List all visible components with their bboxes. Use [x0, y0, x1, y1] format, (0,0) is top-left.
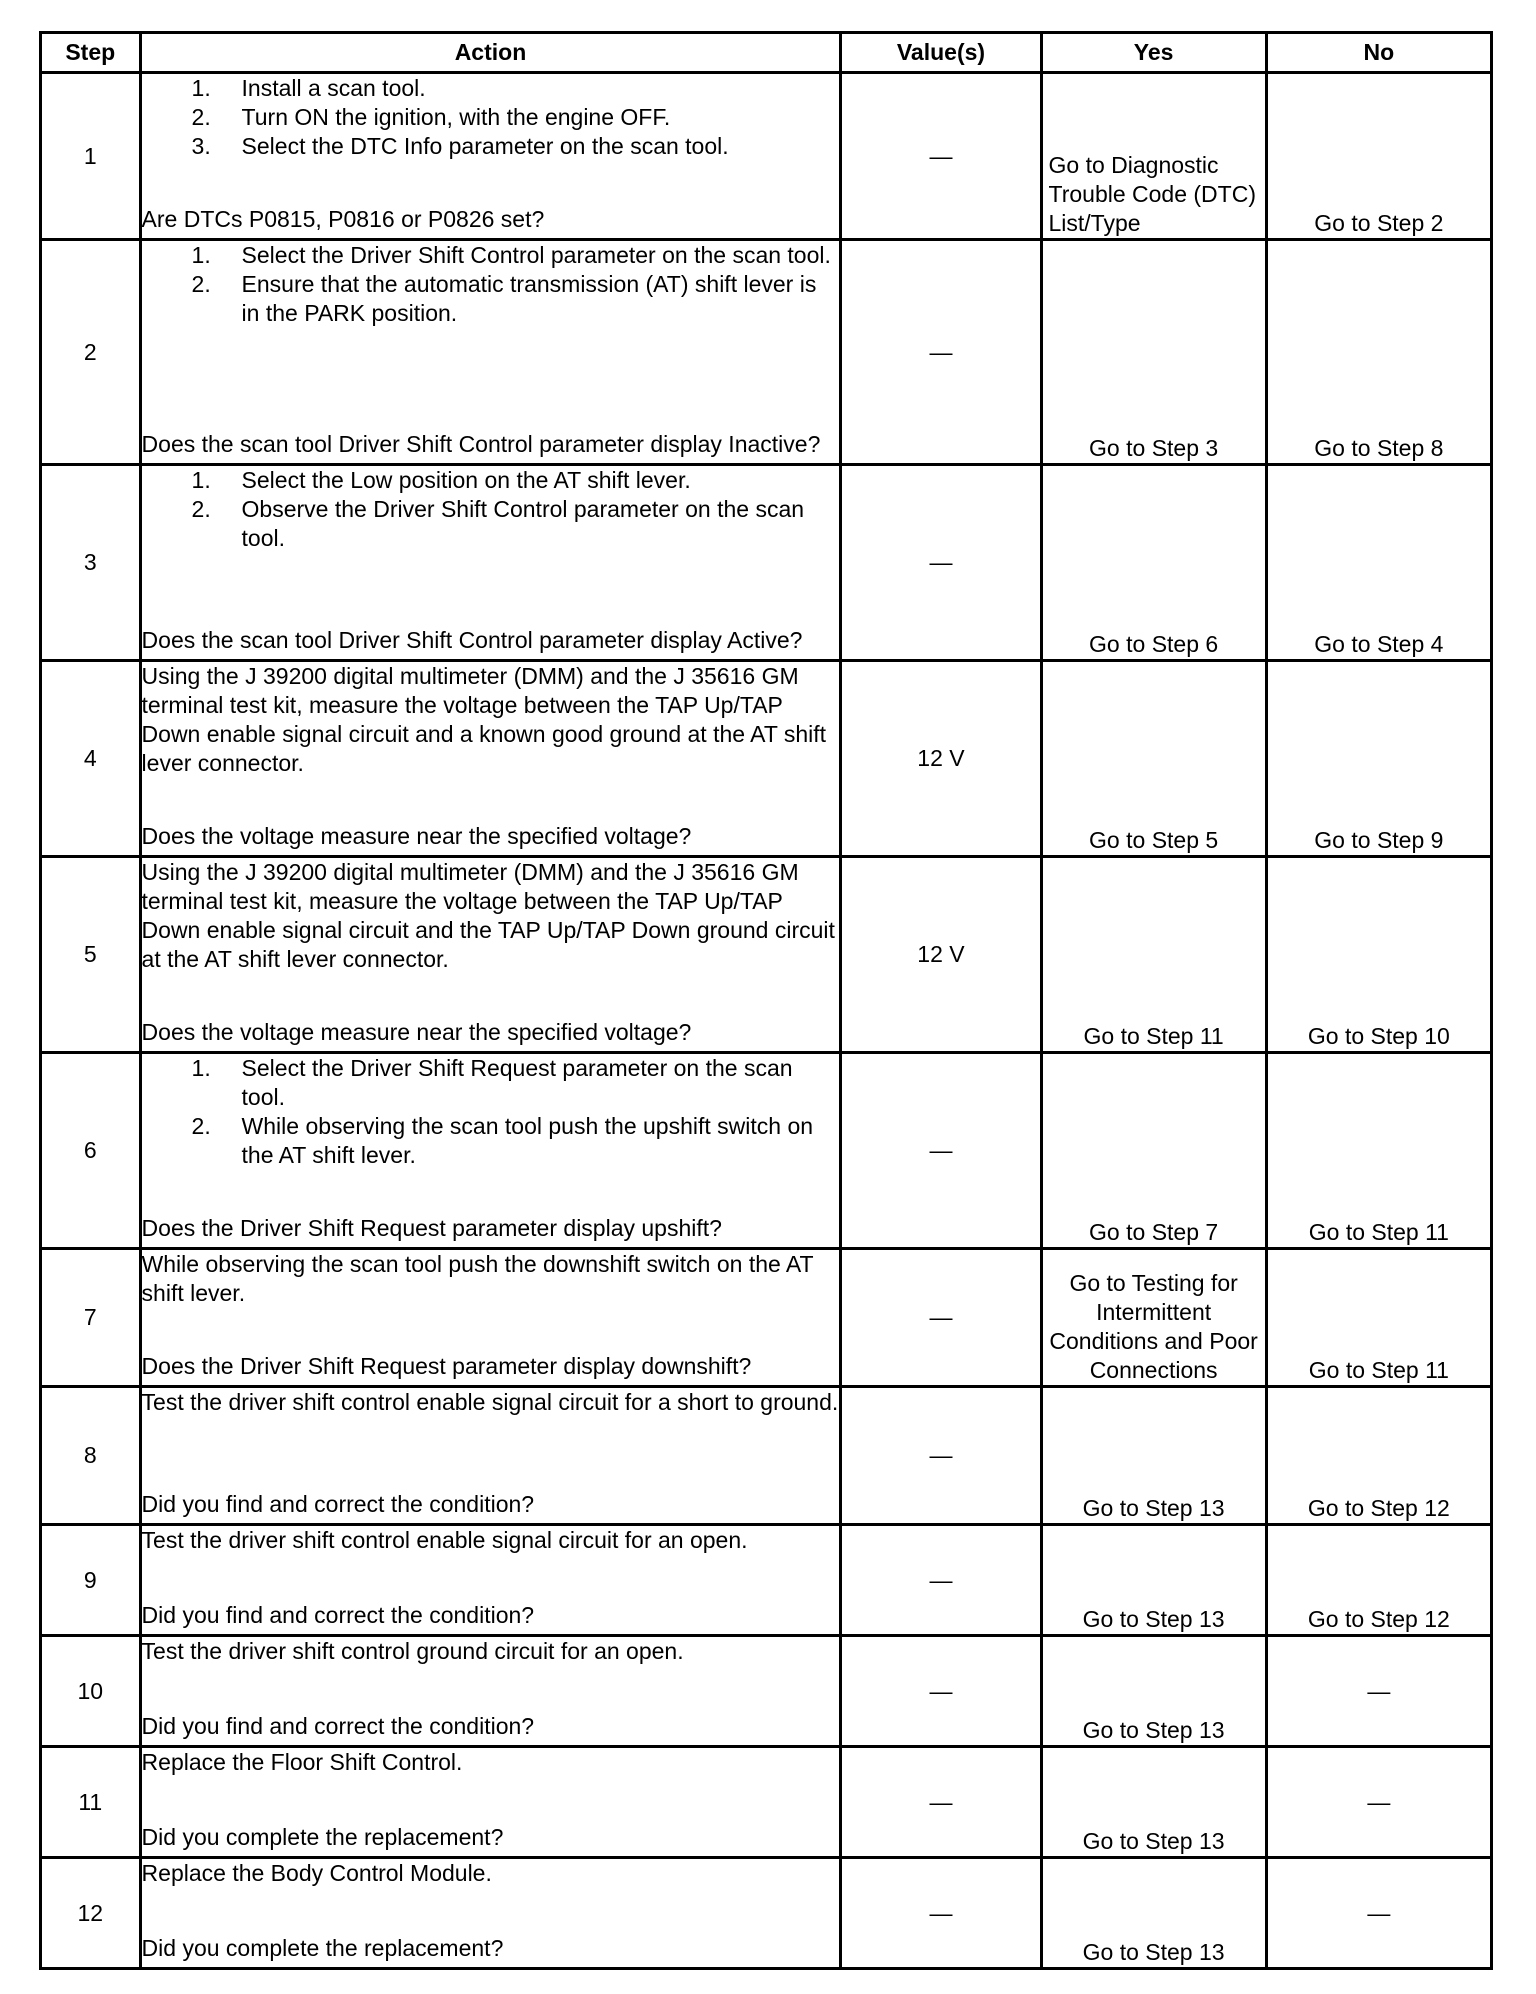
header-no: No — [1266, 33, 1491, 73]
no-cell: Go to Step 9 — [1266, 661, 1491, 857]
action-step-item — [142, 466, 840, 495]
action-question: Does the Driver Shift Request parameter display downshift? — [141, 1353, 752, 1379]
yes-cell: Go to Step 7 — [1041, 1053, 1266, 1249]
action-text: While observing the scan tool push the downshift switch on the AT shift lever. — [141, 1251, 814, 1306]
action-cell — [140, 1387, 841, 1525]
action-question: Does the scan tool Driver Shift Control parameter display Inactive? — [141, 431, 821, 457]
action-question: Did you find and correct the condition? — [141, 1602, 535, 1628]
action-text: Using the J 39200 digital multimeter (DMM) and the J 35616 GM terminal test kit, measure the voltage between the TAP Up/TAP Down enable signal circuit and the TAP Up/TAP Down ground circuit at the AT shift lever connector. — [141, 859, 835, 972]
yes-cell: Go to Testing for Intermittent Conditions and Poor Connections — [1041, 1249, 1266, 1387]
action-step-text: Select the DTC Info parameter on the scan tool. — [241, 133, 729, 159]
action-cell — [140, 73, 841, 240]
table-row — [41, 1747, 1492, 1858]
value-cell: — — [841, 240, 1041, 465]
action-cell — [140, 465, 841, 661]
action-step-text: Select the Driver Shift Request parameter on the scan tool. — [241, 1055, 793, 1110]
step-number: 11 — [41, 1747, 141, 1858]
action-step-number: 1. — [191, 242, 211, 268]
action-text: Replace the Body Control Module. — [141, 1860, 492, 1886]
step-number: 6 — [41, 1053, 141, 1249]
action-question: Does the Driver Shift Request parameter display upshift? — [141, 1215, 722, 1241]
yes-cell: Go to Step 13 — [1041, 1525, 1266, 1636]
step-number: 10 — [41, 1636, 141, 1747]
yes-cell: Go to Step 13 — [1041, 1858, 1266, 1969]
action-cell — [140, 1053, 841, 1249]
action-question: Are DTCs P0815, P0816 or P0826 set? — [141, 206, 545, 232]
value-cell: — — [841, 465, 1041, 661]
action-step-number: 1. — [191, 467, 211, 493]
step-number: 4 — [41, 661, 141, 857]
action-step-text: Turn ON the ignition, with the engine OFF. — [241, 104, 671, 130]
yes-cell: Go to Step 11 — [1041, 857, 1266, 1053]
step-number: 5 — [41, 857, 141, 1053]
header-action: Action — [140, 33, 841, 73]
action-cell — [140, 1525, 841, 1636]
action-cell — [140, 1747, 841, 1858]
header-yes: Yes — [1041, 33, 1266, 73]
action-cell — [140, 1858, 841, 1969]
yes-cell: Go to Step 6 — [1041, 465, 1266, 661]
table-row — [41, 73, 1492, 240]
action-question: Does the voltage measure near the specified voltage? — [141, 823, 692, 849]
no-cell: Go to Step 11 — [1266, 1249, 1491, 1387]
action-step-item — [142, 74, 840, 103]
table-row — [41, 465, 1492, 661]
action-step-item — [142, 241, 840, 270]
no-cell: — — [1266, 1636, 1491, 1747]
action-step-item — [142, 1054, 840, 1112]
action-step-number: 2. — [191, 496, 211, 522]
no-cell: Go to Step 12 — [1266, 1387, 1491, 1525]
action-step-number: 1. — [191, 1055, 211, 1081]
table-row — [41, 661, 1492, 857]
action-question: Does the scan tool Driver Shift Control parameter display Active? — [141, 627, 803, 653]
step-number: 8 — [41, 1387, 141, 1525]
step-number: 12 — [41, 1858, 141, 1969]
action-step-text: Select the Low position on the AT shift lever. — [241, 467, 691, 493]
action-step-item — [142, 132, 840, 161]
value-cell: 12 V — [841, 661, 1041, 857]
no-cell: Go to Step 8 — [1266, 240, 1491, 465]
yes-cell: Go to Step 13 — [1041, 1747, 1266, 1858]
action-step-text: Install a scan tool. — [241, 75, 426, 101]
action-question: Did you complete the replacement? — [141, 1824, 504, 1850]
action-steps-list — [142, 74, 840, 161]
action-cell — [140, 1636, 841, 1747]
action-step-text: Select the Driver Shift Control parameter on the scan tool. — [241, 242, 831, 268]
step-number: 1 — [41, 73, 141, 240]
action-step-item — [142, 270, 840, 328]
action-cell — [140, 240, 841, 465]
action-cell — [140, 857, 841, 1053]
no-cell: Go to Step 10 — [1266, 857, 1491, 1053]
action-text: Test the driver shift control ground circuit for an open. — [141, 1638, 684, 1664]
yes-cell: Go to Step 3 — [1041, 240, 1266, 465]
header-row — [41, 33, 1492, 73]
action-question: Did you find and correct the condition? — [141, 1491, 535, 1517]
action-step-number: 2. — [191, 271, 211, 297]
value-cell: — — [841, 1858, 1041, 1969]
value-cell: 12 V — [841, 857, 1041, 1053]
action-steps-list — [142, 241, 840, 328]
action-text: Using the J 39200 digital multimeter (DMM) and the J 35616 GM terminal test kit, measure the voltage between the TAP Up/TAP Down enable signal circuit and a known good ground at the AT shift lever connector. — [141, 663, 827, 776]
yes-cell: Go to Step 5 — [1041, 661, 1266, 857]
action-step-item — [142, 495, 840, 553]
no-cell: Go to Step 2 — [1266, 73, 1491, 240]
step-number: 2 — [41, 240, 141, 465]
no-cell: — — [1266, 1747, 1491, 1858]
action-step-number: 1. — [191, 75, 211, 101]
yes-cell: Go to Diagnostic Trouble Code (DTC) List/Type — [1041, 73, 1266, 240]
action-question: Did you find and correct the condition? — [141, 1713, 535, 1739]
table-row — [41, 1387, 1492, 1525]
value-cell: — — [841, 1636, 1041, 1747]
action-step-number: 3. — [191, 133, 211, 159]
table-row — [41, 1249, 1492, 1387]
table-row — [41, 857, 1492, 1053]
no-cell: Go to Step 12 — [1266, 1525, 1491, 1636]
action-step-item — [142, 1112, 840, 1170]
header-step: Step — [41, 33, 141, 73]
value-cell: — — [841, 1525, 1041, 1636]
no-cell: Go to Step 4 — [1266, 465, 1491, 661]
value-cell: — — [841, 1053, 1041, 1249]
table-row — [41, 240, 1492, 465]
table-row — [41, 1636, 1492, 1747]
step-number: 9 — [41, 1525, 141, 1636]
value-cell: — — [841, 1387, 1041, 1525]
value-cell: — — [841, 1747, 1041, 1858]
step-number: 7 — [41, 1249, 141, 1387]
yes-cell: Go to Step 13 — [1041, 1387, 1266, 1525]
diagnostic-table — [39, 31, 1493, 1970]
no-cell: Go to Step 11 — [1266, 1053, 1491, 1249]
action-steps-list — [142, 466, 840, 553]
action-text: Replace the Floor Shift Control. — [141, 1749, 463, 1775]
action-step-text: While observing the scan tool push the upshift switch on the AT shift lever. — [241, 1113, 814, 1168]
action-question: Does the voltage measure near the specified voltage? — [141, 1019, 692, 1045]
action-step-item — [142, 103, 840, 132]
no-cell: — — [1266, 1858, 1491, 1969]
action-text: Test the driver shift control enable signal circuit for a short to ground. — [141, 1389, 839, 1415]
action-step-text: Observe the Driver Shift Control parameter on the scan tool. — [241, 496, 805, 551]
value-cell: — — [841, 1249, 1041, 1387]
table-row — [41, 1053, 1492, 1249]
action-cell — [140, 1249, 841, 1387]
step-number: 3 — [41, 465, 141, 661]
action-step-number: 2. — [191, 1113, 211, 1139]
value-cell: — — [841, 73, 1041, 240]
header-values: Value(s) — [841, 33, 1041, 73]
action-steps-list — [142, 1054, 840, 1170]
action-text: Test the driver shift control enable signal circuit for an open. — [141, 1527, 748, 1553]
table-row — [41, 1858, 1492, 1969]
action-question: Did you complete the replacement? — [141, 1935, 504, 1961]
table-row — [41, 1525, 1492, 1636]
yes-cell: Go to Step 13 — [1041, 1636, 1266, 1747]
action-cell — [140, 661, 841, 857]
action-step-number: 2. — [191, 104, 211, 130]
action-step-text: Ensure that the automatic transmission (AT) shift lever is in the PARK position. — [241, 271, 817, 326]
